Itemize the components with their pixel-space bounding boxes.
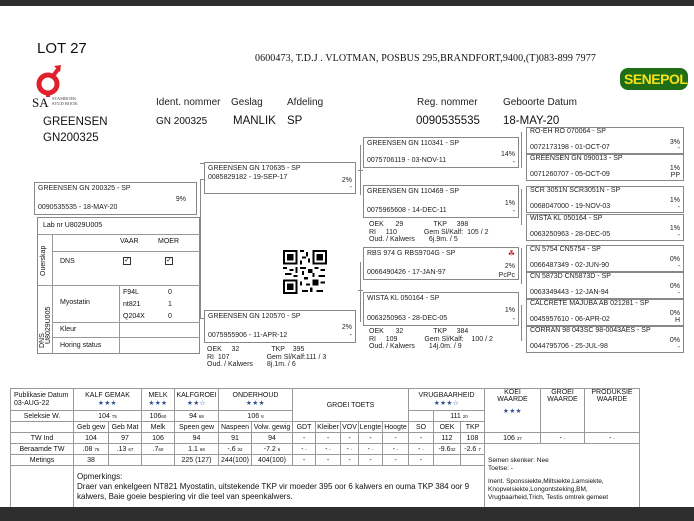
produksie-label-2: WAARDE bbox=[596, 396, 628, 403]
self-name: GREENSEN GN 200325 - SP bbox=[38, 185, 131, 192]
reg-label: Reg. nommer bbox=[417, 97, 478, 108]
metings-value: - bbox=[341, 455, 359, 466]
melk-header: MELK bbox=[148, 392, 168, 399]
gg5-name: CN 5754 CN5754 - SP bbox=[530, 246, 601, 253]
dam-note: - bbox=[349, 332, 352, 339]
kalf-gemak-sel: 104 bbox=[98, 412, 110, 420]
dns-side-label: DNS bbox=[39, 333, 46, 348]
dam-oek-label: OEK bbox=[207, 346, 222, 353]
col-oek: OEK bbox=[434, 422, 461, 433]
koei-acc: 37 bbox=[516, 435, 522, 441]
gg7-note: H bbox=[674, 317, 680, 324]
dd-pct: 1% bbox=[504, 307, 515, 314]
sd-ri-label: RI bbox=[369, 228, 376, 236]
ds-note: PcPc bbox=[498, 272, 515, 279]
star-icon: ★★★☆ bbox=[433, 400, 460, 407]
beraamde-acc: 32 bbox=[237, 446, 243, 452]
kalfgroei-header: KALFGROEI bbox=[176, 392, 217, 399]
animal-code: GN200325 bbox=[43, 132, 99, 144]
star-icon: ★★★ bbox=[98, 400, 117, 407]
ss-name: GREENSEN GN 110341 - SP bbox=[367, 140, 460, 147]
star-icon: ★★★ bbox=[148, 400, 168, 407]
tw-ind-value: 104 bbox=[74, 433, 109, 444]
senepol-text: SENEPOL bbox=[624, 71, 688, 87]
sa-name-line2: STUD BOOK bbox=[52, 101, 78, 106]
section-label: Afdeling bbox=[287, 97, 324, 108]
beraamde-acc: 76 bbox=[94, 446, 100, 452]
groei-label-2: WAARDE bbox=[547, 396, 578, 403]
pedigree-gg-2[interactable] bbox=[526, 154, 684, 181]
birth-label: Geboorte Datum bbox=[503, 97, 577, 108]
tw-ind-label: TW Ind bbox=[11, 433, 74, 444]
sd-tkp: 398 bbox=[456, 221, 469, 228]
bottom-bar bbox=[0, 507, 694, 521]
sd-oek: 29 bbox=[395, 221, 404, 228]
beraamde-value: - bbox=[367, 445, 370, 453]
sd-oud-label: Oud. / Kalwers bbox=[369, 236, 415, 243]
gg8-note: - bbox=[677, 344, 680, 351]
qr-code-icon bbox=[283, 250, 327, 294]
section-value: SP bbox=[287, 115, 303, 127]
metings-value: - bbox=[409, 455, 434, 466]
ds-reg: 0066490426 - 17-JAN-97 bbox=[367, 269, 446, 276]
col-so: SO bbox=[409, 422, 434, 433]
ouerskap-label: Ouerskap bbox=[40, 245, 47, 276]
dam-gem: 111 / 3 bbox=[305, 353, 327, 361]
tw-ind-value: - bbox=[359, 433, 383, 444]
dam-tkp-label: TKP bbox=[271, 346, 285, 353]
sa-name-line1: STAMBOEK bbox=[52, 96, 77, 101]
sd-ri: 110 bbox=[385, 228, 397, 236]
tw-ind-row bbox=[11, 433, 640, 444]
metings-value: - bbox=[359, 455, 383, 466]
gg4-name: WISTA KL 050164 - SP bbox=[530, 215, 603, 222]
beraamde-value: - bbox=[418, 445, 421, 453]
gg3-note: - bbox=[677, 204, 680, 211]
dam-oud-label: Oud. / Kalwers bbox=[207, 361, 253, 368]
semen-donor: Semen skenker: Nee bbox=[488, 456, 549, 464]
remarks-label: Opmerkings: bbox=[77, 472, 123, 481]
beraamde-acc: - bbox=[329, 446, 331, 452]
ss-pct: 14% bbox=[500, 151, 515, 158]
star-icon: ★★★ bbox=[503, 408, 522, 415]
allele-f94l-value: 0 bbox=[168, 289, 172, 296]
beraamde-acc: 6 bbox=[277, 446, 281, 452]
gg4-note: - bbox=[677, 232, 680, 239]
col-geb-gew: Geb gew bbox=[74, 422, 109, 433]
sire-note: - bbox=[349, 184, 352, 191]
tw-ind-value: - bbox=[341, 433, 359, 444]
onderhoud-sel: 106 bbox=[247, 412, 260, 420]
dam-ri: 107 bbox=[217, 353, 230, 361]
col-naspeen: Naspeen bbox=[219, 422, 252, 433]
gg6-pct: 0% bbox=[669, 283, 680, 290]
ds-name: RBS 974 G RBS9704G - SP bbox=[367, 250, 456, 257]
dns-vaar-checkbox[interactable] bbox=[123, 257, 131, 265]
sire-pct: 2% bbox=[341, 177, 352, 184]
check-icon: ✓ bbox=[166, 257, 172, 264]
koei-label-2: WAARDE bbox=[497, 396, 528, 403]
sd-stats bbox=[369, 221, 489, 244]
melk-acc: 60 bbox=[161, 413, 167, 419]
gg1-reg: 0072173198 - 01-OCT-07 bbox=[530, 144, 610, 151]
pedigree-gg-1[interactable] bbox=[526, 127, 684, 154]
sd-oek-label: OEK bbox=[369, 221, 384, 228]
sd-tkp-label: TKP bbox=[433, 221, 447, 228]
vrugbaarheid-sel: 111 bbox=[450, 412, 461, 420]
tests: Toetse: - bbox=[488, 464, 513, 472]
dns-label: DNS bbox=[60, 258, 75, 265]
pedigree-sire-sire[interactable] bbox=[363, 137, 519, 168]
dd-tkp-label: TKP bbox=[433, 328, 447, 335]
check-icon: ✓ bbox=[124, 257, 130, 264]
beraamde-label: Beraamde TW bbox=[11, 444, 74, 455]
beraamde-acc: - bbox=[305, 446, 307, 452]
dd-oud-label: Oud. / Kalwers bbox=[369, 343, 415, 350]
metings-value: - bbox=[383, 455, 409, 466]
gg6-name: CN 5873D CN5873D - SP bbox=[530, 273, 611, 280]
col-lengte: Lengte bbox=[359, 423, 382, 431]
dd-gem: 100 / 2 bbox=[471, 335, 493, 343]
dd-oek-label: OEK bbox=[369, 328, 384, 335]
pedigree-gg-6[interactable] bbox=[526, 272, 684, 299]
dam-oud: 8j.1m. / 6 bbox=[266, 361, 296, 368]
gg2-note: PP bbox=[670, 172, 680, 179]
pedigree-self bbox=[34, 182, 197, 215]
moer-header: MOER bbox=[158, 238, 179, 245]
gg3-name: SCR 3051N SCR3051N - SP bbox=[530, 187, 621, 194]
dam-pct: 2% bbox=[341, 324, 352, 331]
sd-note: - bbox=[512, 208, 515, 215]
dns-side-lab: U8029U005 bbox=[45, 306, 52, 344]
pedigree-gg-5[interactable] bbox=[526, 245, 684, 272]
remarks-text: Draer van enkelgeen NT821 Myostatin, uitstekende TKP vir moeder 395 oor 6 kalwers en ouma TKP 384 oor 9 kalwers, Baie goeie bespiering vir die teel van speenkalwers. bbox=[77, 482, 470, 501]
beraamde-value: .7 bbox=[152, 445, 159, 453]
beraamde-value: -2.6 bbox=[464, 445, 477, 453]
tw-ind-value: - bbox=[316, 433, 341, 444]
onderhoud-acc: 8 bbox=[261, 413, 264, 419]
metings-value: 225 (127) bbox=[175, 455, 219, 466]
dd-note: - bbox=[512, 316, 515, 323]
col-geb-mat: Geb Mat bbox=[109, 422, 142, 433]
metings-value: 244(100) bbox=[219, 455, 252, 466]
horing-label: Horing status bbox=[60, 342, 102, 349]
kalf-gemak-header: KALF GEMAK bbox=[85, 392, 130, 399]
gg1-name: RO-EH RO 070064 - SP bbox=[530, 128, 606, 135]
beraamde-acc: - bbox=[371, 446, 374, 452]
gg4-pct: 1% bbox=[669, 225, 680, 232]
animal-name: GREENSEN bbox=[43, 116, 108, 128]
dam-reg: 0075955906 - 11-APR-12 bbox=[208, 332, 288, 339]
gg2-name: GREENSEN GN 090013 - SP bbox=[530, 155, 623, 162]
metings-value bbox=[109, 455, 142, 466]
seleksie-label: Seleksie W. bbox=[11, 411, 74, 422]
onderhoud-header: ONDERHOUD bbox=[232, 392, 279, 399]
pedigree-gg-8[interactable] bbox=[526, 326, 684, 353]
produksie-label-1: PRODUKSIE bbox=[591, 389, 633, 396]
beraamde-acc: 67 bbox=[128, 446, 134, 452]
col-melk: Melk bbox=[142, 422, 175, 433]
tw-ind-value: 106 bbox=[142, 433, 175, 444]
kleur-label: Kleur bbox=[60, 326, 77, 333]
metings-value: - bbox=[293, 455, 316, 466]
dns-moer-checkbox[interactable] bbox=[165, 257, 173, 265]
sa-name bbox=[52, 96, 78, 106]
metings-label: Metings bbox=[11, 455, 74, 466]
metings-value: 404(100) bbox=[252, 455, 293, 466]
vrugbaarheid-acc: 20 bbox=[462, 413, 468, 419]
sd-gem: 105 / 2 bbox=[467, 228, 489, 236]
tw-ind-value: - bbox=[409, 433, 434, 444]
gg2-reg: 0071260707 - 05-OCT-09 bbox=[530, 171, 610, 178]
gg7-name: CALCRETE MAJUBA AB 021281 - SP bbox=[530, 300, 650, 307]
col-volw-gewig: Volw. gewig bbox=[252, 422, 293, 433]
gg1-pct: 3% bbox=[669, 139, 680, 146]
col-kleiber: Kleiber bbox=[317, 423, 339, 431]
gg3-pct: 1% bbox=[669, 197, 680, 204]
tw-ind-value: 91 bbox=[219, 433, 252, 444]
beraamde-acc: 32 bbox=[450, 446, 456, 452]
metings-value bbox=[142, 455, 175, 466]
self-pct: 9% bbox=[175, 196, 186, 203]
kalf-gemak-acc: 75 bbox=[111, 413, 117, 419]
beraamde-acc: 68 bbox=[199, 446, 205, 452]
pedigree-gg-4[interactable] bbox=[526, 214, 684, 241]
sd-reg: 0075965608 - 14-DEC-11 bbox=[367, 207, 447, 214]
pedigree-dam-sire[interactable] bbox=[363, 247, 519, 280]
sex-label: Geslag bbox=[231, 97, 263, 108]
dd-oek: 32 bbox=[395, 328, 404, 335]
melk-sel: 106 bbox=[149, 412, 162, 420]
metings-row bbox=[11, 455, 640, 466]
beraamde-value: - bbox=[301, 445, 304, 453]
gg5-note: - bbox=[677, 263, 680, 270]
pedigree-dam-dam[interactable] bbox=[363, 292, 519, 326]
beraamde-row bbox=[11, 444, 640, 455]
metings-value bbox=[434, 455, 461, 466]
ss-reg: 0075706119 - 03-NOV-11 bbox=[367, 157, 447, 164]
pedigree-gg-7[interactable] bbox=[526, 299, 684, 326]
dam-name: GREENSEN GN 120570 - SP bbox=[208, 313, 301, 320]
produksie-acc: - bbox=[613, 435, 615, 441]
beraamde-acc: - bbox=[350, 446, 353, 452]
pedigree-gg-3[interactable] bbox=[526, 186, 684, 213]
col-tkp: TKP bbox=[461, 422, 485, 433]
dam-ri-label: RI bbox=[207, 353, 214, 361]
sd-gem-label: Gem Sl/Kalf: bbox=[423, 228, 464, 236]
gg7-reg: 0045957610 - 06-APR-02 bbox=[530, 316, 610, 323]
tw-ind-value: 112 bbox=[434, 433, 461, 444]
pub-date-label: Publikasie Datum bbox=[14, 391, 69, 399]
ident-label: Ident. nommer bbox=[156, 97, 221, 108]
birth-value: 18-MAY-20 bbox=[503, 115, 560, 127]
col-hoogte: Hoogte bbox=[384, 423, 407, 431]
beraamde-value: - bbox=[392, 445, 395, 453]
dd-ri: 109 bbox=[385, 335, 398, 343]
beraamde-acc: - bbox=[422, 446, 424, 452]
tw-ind-value: - bbox=[383, 433, 409, 444]
dam-gem-label: Gem Sl/Kalf: bbox=[266, 353, 306, 361]
dam-stats bbox=[207, 346, 326, 369]
star-icon: ★★★ bbox=[246, 400, 265, 407]
beraamde-value: -7.2 bbox=[263, 445, 276, 453]
self-reg: 0090535535 - 18-MAY-20 bbox=[38, 204, 118, 211]
allele-q204x-value: 0 bbox=[168, 313, 172, 320]
dd-oud: 14j.0m. / 9 bbox=[428, 343, 462, 350]
dd-gem-label: Gem Sl/Kalf: bbox=[424, 335, 464, 343]
beraamde-acc: 7 bbox=[478, 446, 481, 452]
koei-label-1: KOEI bbox=[504, 389, 521, 396]
koei-value: 106 bbox=[503, 434, 515, 442]
ds-pct: 2% bbox=[504, 263, 515, 270]
col-speen-gew: Speen gew bbox=[175, 422, 219, 433]
pedigree-sire-dam[interactable] bbox=[363, 185, 519, 218]
col-vov: VOV bbox=[342, 423, 357, 431]
dd-name: WISTA KL 050164 - SP bbox=[367, 295, 440, 302]
gg7-pct: 0% bbox=[669, 310, 680, 317]
tw-ind-value: - bbox=[293, 433, 316, 444]
lab-number: Lab nr U8029U005 bbox=[43, 222, 103, 229]
tw-ind-value: 94 bbox=[175, 433, 219, 444]
ident-value: GN 200325 bbox=[156, 116, 208, 127]
lot-number: LOT 27 bbox=[37, 40, 87, 57]
gg8-reg: 0044795706 - 25-JUL-98 bbox=[530, 343, 608, 350]
pedigree-dam[interactable] bbox=[204, 310, 356, 343]
tw-ind-value: 94 bbox=[252, 433, 293, 444]
sd-name: GREENSEN GN 110469 - SP bbox=[367, 188, 460, 195]
tw-ind-value: 108 bbox=[461, 433, 485, 444]
beraamde-value: .08 bbox=[82, 445, 93, 453]
dd-stats bbox=[369, 328, 493, 351]
beraamde-value: .13 bbox=[116, 445, 127, 453]
produksie-value: - bbox=[609, 434, 612, 442]
gg1-note: - bbox=[677, 145, 680, 152]
vaar-header: VAAR bbox=[120, 238, 139, 245]
dd-reg: 0063250963 - 28-DEC-05 bbox=[367, 315, 448, 322]
award-icon: ☘ bbox=[507, 249, 515, 258]
kalfgroei-sel: 94 bbox=[189, 412, 197, 420]
metings-value: 38 bbox=[74, 455, 109, 466]
sex-value: MANLIK bbox=[233, 115, 276, 127]
col-gdt: GDT bbox=[293, 422, 316, 433]
beraamde-value: -.6 bbox=[227, 445, 236, 453]
beraamde-value: 1.1 bbox=[188, 445, 198, 453]
senepol-logo bbox=[620, 68, 688, 90]
kalfgroei-acc: 68 bbox=[198, 413, 204, 419]
gg5-pct: 0% bbox=[669, 256, 680, 263]
groei-label-1: GROEI bbox=[551, 389, 574, 396]
gg6-note: - bbox=[677, 290, 680, 297]
sa-abbr: SA bbox=[32, 95, 49, 110]
dna-panel bbox=[37, 217, 200, 354]
groei-value: - bbox=[559, 434, 562, 442]
gg8-name: CORRAN 98 043SC 98-0043AES - SP bbox=[530, 327, 651, 334]
ss-note: - bbox=[512, 159, 515, 166]
vaccinations: Inent. Sponssiekte,Miltsiekte,Lamsiekte, Knopvelsiekte,Longontsteking,BM, Vrugbaarheid,Trich, Testis omtrek gemeet bbox=[488, 477, 609, 501]
gg2-pct: 1% bbox=[669, 165, 680, 172]
top-bar bbox=[0, 0, 694, 6]
gg8-pct: 0% bbox=[669, 337, 680, 344]
vrugbaarheid-header: VRUGBAARHEID bbox=[418, 392, 475, 399]
gg5-reg: 0066487349 - 02-JUN-90 bbox=[530, 262, 609, 269]
allele-q204x: Q204X bbox=[123, 313, 145, 320]
dd-ri-label: RI bbox=[369, 335, 376, 343]
allele-nt821: nt821 bbox=[123, 301, 141, 308]
gg3-reg: 0068047000 - 19-NOV-03 bbox=[530, 203, 611, 210]
pedigree-sire[interactable] bbox=[204, 162, 356, 194]
sd-pct: 1% bbox=[504, 200, 515, 207]
dam-oek: 32 bbox=[231, 346, 240, 353]
reg-value: 0090535535 bbox=[416, 115, 480, 127]
beraamde-value: - bbox=[325, 445, 328, 453]
sire-reg: 0085829182 - 19-SEP-17 bbox=[208, 174, 288, 181]
gg4-reg: 0063250963 - 28-DEC-05 bbox=[530, 231, 611, 238]
myostatin-label: Myostatin bbox=[60, 299, 90, 306]
owner-line: 0600473, T.D.J . VLOTMAN, POSBUS 295,BRANDFORT,9400,(T)083-899 7977 bbox=[255, 53, 596, 64]
allele-f94l: F94L bbox=[123, 289, 139, 296]
beraamde-value: -9.6 bbox=[438, 445, 451, 453]
pub-date: 03-AUG-22 bbox=[14, 399, 50, 407]
allele-nt821-value: 1 bbox=[168, 301, 172, 308]
metings-value: - bbox=[316, 455, 341, 466]
metings-value bbox=[461, 455, 485, 466]
dd-tkp: 384 bbox=[456, 328, 469, 335]
tw-ind-value: 97 bbox=[109, 433, 142, 444]
beraamde-value: - bbox=[346, 445, 349, 453]
sd-oud: 6j.9m. / 5 bbox=[428, 236, 458, 243]
beraamde-acc: 60 bbox=[158, 446, 164, 452]
gg6-reg: 0063349443 - 12-JAN-94 bbox=[530, 289, 609, 296]
beraamde-acc: - bbox=[396, 446, 399, 452]
sire-name: GREENSEN GN 170635 - SP bbox=[208, 165, 301, 172]
dam-tkp: 395 bbox=[292, 346, 305, 353]
groei-toets-header: GROEI TOETS bbox=[293, 389, 409, 422]
star-icon: ★★☆ bbox=[187, 400, 206, 407]
groei-acc: - bbox=[563, 435, 566, 441]
evaluation-table bbox=[10, 388, 640, 514]
